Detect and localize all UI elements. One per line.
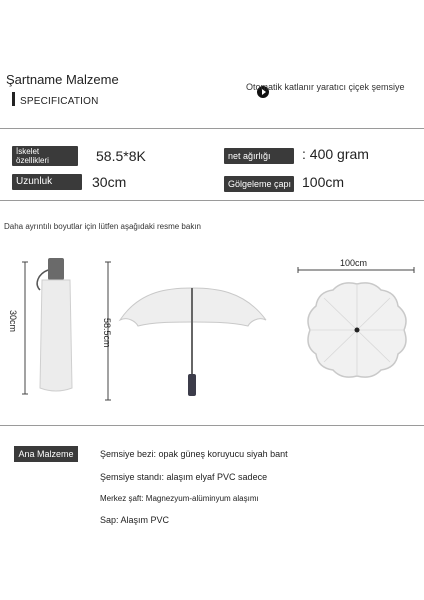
product-tagline: Otomatik katlanır yaratıcı çiçek şemsiye (246, 82, 405, 92)
folded-umbrella-illustration (22, 258, 72, 394)
page-subtitle: SPECIFICATION (20, 96, 99, 107)
weight-spec-label: net ağırlığı (224, 148, 294, 164)
shade-spec-label: Gölgeleme çapı (224, 176, 294, 192)
title-accent-bar (12, 92, 15, 106)
page-title: Şartname Malzeme (6, 72, 119, 87)
dimension-note: Daha ayrıntılı boyutlar için lütfen aşağıdaki resme bakın (4, 222, 201, 231)
diameter-label: 100cm (340, 258, 368, 268)
material-line: Merkez şaft: Magnezyum-alüminyum alaşımı (100, 494, 259, 503)
open-height-label: 58.5cm (102, 318, 112, 348)
material-line: Şemsiye standı: alaşım elyaf PVC sadece (100, 472, 268, 482)
rib-spec-value: 58.5*8K (96, 148, 146, 164)
length-spec-value: 30cm (92, 174, 127, 190)
divider-bottom (0, 425, 424, 426)
umbrella-top-view-illustration (298, 267, 414, 377)
divider-mid (0, 200, 424, 201)
material-label: Ana Malzeme (14, 446, 78, 462)
divider-top (0, 128, 424, 129)
shade-spec-value: 100cm (302, 174, 345, 190)
weight-spec-value: : 400 gram (302, 146, 369, 162)
open-umbrella-side-illustration (105, 262, 266, 400)
material-line: Şemsiye bezi: opak güneş koruyucu siyah bant (100, 449, 288, 459)
material-line: Sap: Alaşım PVC (100, 515, 170, 525)
rib-spec-label: İskelet özellikleri (12, 146, 78, 166)
folded-height-label: 30cm (8, 310, 18, 333)
length-spec-label: Uzunluk (12, 174, 82, 190)
